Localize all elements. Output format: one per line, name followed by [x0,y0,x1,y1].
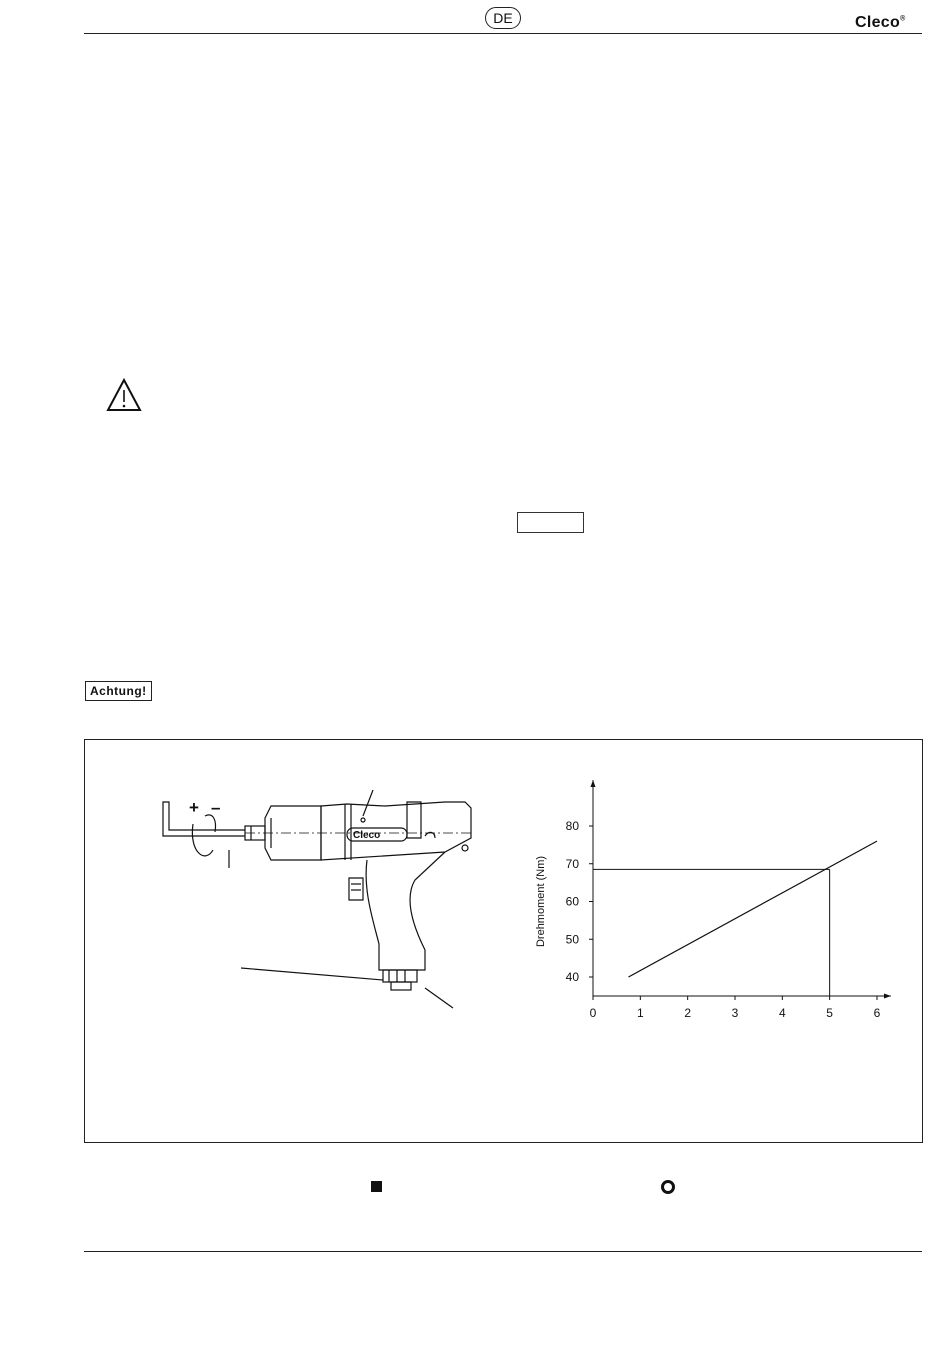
x-tick-label: 5 [826,1006,833,1020]
header-rule [84,33,922,34]
leader-line-1 [241,968,383,980]
y-axis-label: Drehmoment (Nm) [535,855,547,948]
filled-square-icon [371,1181,382,1192]
blank-value-box [517,512,584,533]
tool-brand-label: Cleco [353,830,381,841]
y-axis-arrow-icon [591,780,596,787]
rotation-arrow [192,824,213,856]
ring-icon [661,1180,675,1194]
x-tick-label: 3 [731,1006,739,1020]
hex-key [163,802,245,836]
trigger [349,878,363,900]
footer-rule [84,1251,922,1252]
torque-chart [535,780,891,1020]
y-tick-label: 40 [565,970,579,984]
brand-name: Cleco [855,14,901,31]
brand-logo [855,14,906,32]
warning-triangle-icon [106,378,142,412]
x-tick-label: 2 [684,1006,692,1020]
y-tick-label: 60 [565,894,579,909]
air-inlet [383,970,417,982]
figure-canvas [85,740,922,1142]
x-tick-label: 6 [873,1006,881,1020]
language-badge: DE [485,7,521,29]
adjust-plus-label: + [189,798,199,817]
x-tick-label: 0 [589,1006,597,1020]
adjust-minus-label: – [211,798,221,817]
y-tick-label: 70 [565,856,579,871]
series-line [628,841,876,977]
figure-frame [84,739,923,1143]
reverse-lever [407,802,421,838]
y-tick-label: 80 [565,819,579,833]
leader-line-2 [425,988,453,1008]
brand-registered-mark: ® [900,15,906,23]
y-tick-label: 50 [565,932,579,947]
caution-label: Achtung! [85,681,152,701]
x-tick-label: 1 [636,1006,644,1020]
tool-illustration [163,790,471,1008]
x-axis-arrow-icon [884,994,891,999]
handle [366,852,445,970]
motor-housing [321,802,471,860]
x-tick-label: 4 [778,1006,786,1020]
